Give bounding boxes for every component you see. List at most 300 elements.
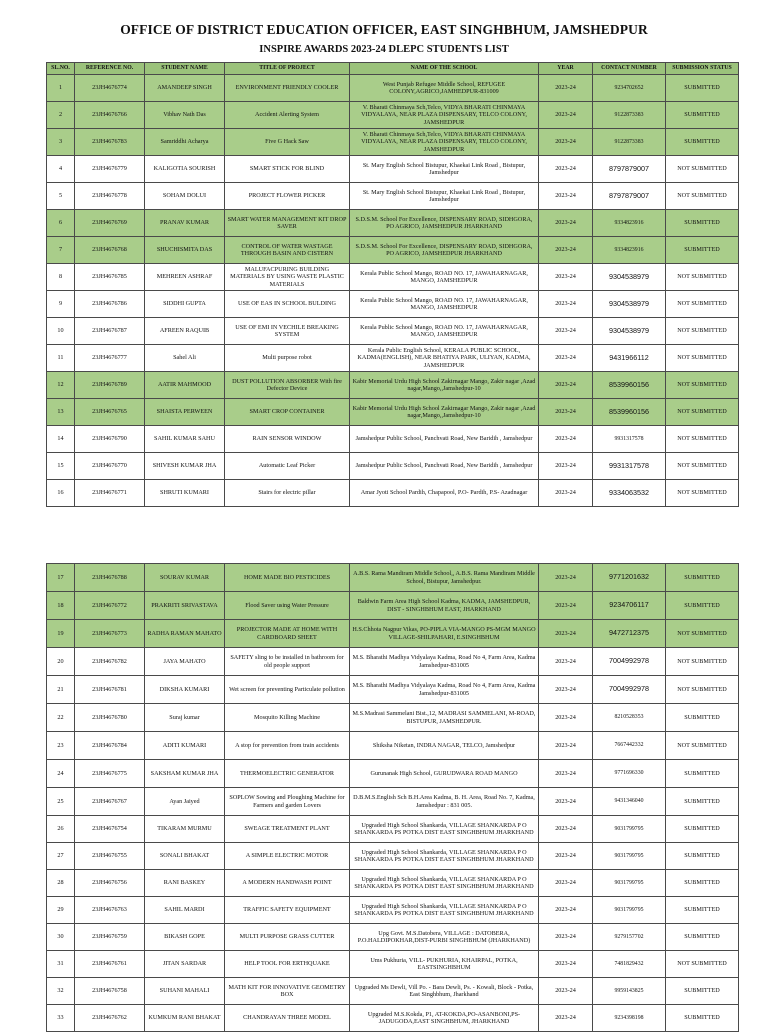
table-row xyxy=(47,620,739,648)
project-title-cell: USE OF EAS IN SCHOOL BULDING xyxy=(225,291,350,318)
project-title-cell: SMART STICK FOR BLIND xyxy=(225,156,350,183)
reference-no-cell: 23JH4676787 xyxy=(75,318,145,345)
sl-no-cell: 23 xyxy=(47,732,75,760)
year-cell: 2023-24 xyxy=(539,75,593,102)
school-name-cell: Amar Jyoti School Pardih, Chapapool, P.O- Pardih, P.S- Azadnagar xyxy=(350,480,539,507)
sl-no-cell: 9 xyxy=(47,291,75,318)
project-title-cell: CONTROL OF WATER WASTAGE THROUGH BASIN AND CISTERN xyxy=(225,237,350,264)
contact-number-cell: 8539960156 xyxy=(593,399,666,426)
student-name-cell: SAHIL KUMAR SAHU xyxy=(145,426,225,453)
student-name-cell: JITAN SARDAR xyxy=(145,951,225,978)
year-cell: 2023-24 xyxy=(539,816,593,843)
school-name-cell: M.S. Bharathi Madhya Vidyalaya Kadma, Road No 4, Farm Area, Kadma Jamshedpur-831005 xyxy=(350,676,539,704)
submission-status-cell: SUBMITTED xyxy=(666,897,739,924)
year-cell: 2023-24 xyxy=(539,102,593,129)
submission-status-cell: SUBMITTED xyxy=(666,210,739,237)
submission-status-cell: NOT SUBMITTED xyxy=(666,426,739,453)
sl-no-cell: 26 xyxy=(47,816,75,843)
student-name-cell: Sahel Ali xyxy=(145,345,225,372)
year-cell: 2023-24 xyxy=(539,264,593,291)
table-row xyxy=(47,291,739,318)
project-title-cell: ENVIRONMENT FRIENDLY COOLER xyxy=(225,75,350,102)
contact-number-cell: 8797879007 xyxy=(593,156,666,183)
school-name-cell: M.S. Bharathi Madhya Vidyalaya Kadma, Road No 4, Farm Area, Kadma Jamshedpur-831005 xyxy=(350,648,539,676)
reference-no-cell: 23JH4676763 xyxy=(75,897,145,924)
year-cell: 2023-24 xyxy=(539,480,593,507)
project-title-cell: MATH KIT FOR INNOVATIVE GEOMETRY BOX xyxy=(225,978,350,1005)
school-name-cell: H.S.Chhota Nagpur Vikas, PO-PIPLA VIA-MANGO PS-MGM MANGO VILLAGE-SHILPAHARI, E.SINGHBHUM xyxy=(350,620,539,648)
student-name-cell: PRAKRITI SRIVASTAVA xyxy=(145,592,225,620)
student-name-cell: Suraj kumar xyxy=(145,704,225,732)
sl-no-cell: 15 xyxy=(47,453,75,480)
sl-no-cell: 21 xyxy=(47,676,75,704)
sl-no-cell: 25 xyxy=(47,788,75,816)
project-title-cell: Wet screen for preventing Particulate pollution xyxy=(225,676,350,704)
student-name-cell: SONALI BHAKAT xyxy=(145,843,225,870)
project-title-cell: Multi purpose robot xyxy=(225,345,350,372)
school-name-cell: Jamshedpur Public School, Panchvati Road, New Baridih , Jamshedpur xyxy=(350,426,539,453)
year-cell: 2023-24 xyxy=(539,291,593,318)
project-title-cell: DUST POLLUTION ABSORBER With fire Defector Device xyxy=(225,372,350,399)
contact-number-cell: 9234706117 xyxy=(593,592,666,620)
contact-number-cell: 9304538979 xyxy=(593,291,666,318)
reference-no-cell: 23JH4676767 xyxy=(75,788,145,816)
contact-number-cell: 9771201632 xyxy=(593,564,666,592)
sl-no-cell: 5 xyxy=(47,183,75,210)
reference-no-cell: 23JH4676754 xyxy=(75,816,145,843)
reference-no-cell: 23JH4676773 xyxy=(75,620,145,648)
sl-no-cell: 7 xyxy=(47,237,75,264)
contact-number-cell: 9031799795 xyxy=(593,843,666,870)
contact-number-cell: 9031799795 xyxy=(593,897,666,924)
student-name-cell: SOHAM DOLUI xyxy=(145,183,225,210)
table-row xyxy=(47,345,739,372)
column-header: STUDENT NAME xyxy=(145,63,225,75)
sl-no-cell: 11 xyxy=(47,345,75,372)
column-header: SL.NO. xyxy=(47,63,75,75)
project-title-cell: THERMOELECTRIC GENERATOR xyxy=(225,760,350,788)
submission-status-cell: SUBMITTED xyxy=(666,75,739,102)
reference-no-cell: 23JH4676783 xyxy=(75,129,145,156)
school-name-cell: V. Bharati Chinmaya Sch,Telco, VIDYA BHARATI CHINMAYA VIDYALAYA, NEAR PLAZA DISPENSARY, TELCO COLONY, JAMSHEDPUR xyxy=(350,129,539,156)
sl-no-cell: 13 xyxy=(47,399,75,426)
contact-number-cell: 9472712375 xyxy=(593,620,666,648)
reference-no-cell: 23JH4676790 xyxy=(75,426,145,453)
table-row xyxy=(47,453,739,480)
year-cell: 2023-24 xyxy=(539,453,593,480)
sl-no-cell: 33 xyxy=(47,1005,75,1032)
submission-status-cell: NOT SUBMITTED xyxy=(666,372,739,399)
reference-no-cell: 23JH4676755 xyxy=(75,843,145,870)
school-name-cell: Upgraded Ms Dewli, Vill Po. - Bara Dewli, Ps. - Kowali, Block - Potka, East Singhbhum, Jharkhand xyxy=(350,978,539,1005)
project-title-cell: PROJECT FLOWER PICKER xyxy=(225,183,350,210)
reference-no-cell: 23JH4676775 xyxy=(75,760,145,788)
year-cell: 2023-24 xyxy=(539,426,593,453)
column-header: SUBMISSION STATUS xyxy=(666,63,739,75)
submission-status-cell: NOT SUBMITTED xyxy=(666,648,739,676)
school-name-cell: Upgraded M.S.Kokda, P1, AT-KOKDA,PO-ASANBONI,PS-JADUGODA,EAST SINGHBHUM, JHARKHAND xyxy=(350,1005,539,1032)
table-row xyxy=(47,924,739,951)
submission-status-cell: NOT SUBMITTED xyxy=(666,264,739,291)
school-name-cell: S.D.S.M. School For Excellence, DISPENSARY ROAD, SIDHGORA, PO AGRICO, JAMSHEDPUR JHARKHAND xyxy=(350,210,539,237)
school-name-cell: Upg Govt. M.S.Datobera, VILLAGE : DATOBERA, P.O.HALDIPOKHAR,DIST-PURBI SINGHBHUM (JHARKHAND) xyxy=(350,924,539,951)
reference-no-cell: 23JH4676765 xyxy=(75,399,145,426)
year-cell: 2023-24 xyxy=(539,318,593,345)
submission-status-cell: NOT SUBMITTED xyxy=(666,732,739,760)
project-title-cell: HELP TOOL FOR ERTHQUAKE xyxy=(225,951,350,978)
column-header: YEAR xyxy=(539,63,593,75)
contact-number-cell: 9771696330 xyxy=(593,760,666,788)
sl-no-cell: 24 xyxy=(47,760,75,788)
table-row xyxy=(47,156,739,183)
table-row xyxy=(47,951,739,978)
project-title-cell: RAIN SENSOR WINDOW xyxy=(225,426,350,453)
school-name-cell: St. Mary English School Bistupur, Khaekai Link Road , Bistupur, Jamshedpur xyxy=(350,183,539,210)
reference-no-cell: 23JH4676788 xyxy=(75,564,145,592)
year-cell: 2023-24 xyxy=(539,704,593,732)
reference-no-cell: 23JH4676769 xyxy=(75,210,145,237)
student-name-cell: JAYA MAHATO xyxy=(145,648,225,676)
contact-number-cell: 7004992978 xyxy=(593,676,666,704)
table-row xyxy=(47,399,739,426)
year-cell: 2023-24 xyxy=(539,732,593,760)
contact-number-cell: 7481829432 xyxy=(593,951,666,978)
year-cell: 2023-24 xyxy=(539,676,593,704)
school-name-cell: Kabir Memorial Urdu High School Zakirnagar Mango, Zakir nagar ,Azad nagar,Mango,,Jamshedpur-10 xyxy=(350,399,539,426)
project-title-cell: Stairs for electric pillar xyxy=(225,480,350,507)
table-row xyxy=(47,816,739,843)
submission-status-cell: SUBMITTED xyxy=(666,788,739,816)
table-row xyxy=(47,372,739,399)
year-cell: 2023-24 xyxy=(539,129,593,156)
year-cell: 2023-24 xyxy=(539,210,593,237)
sl-no-cell: 12 xyxy=(47,372,75,399)
sl-no-cell: 18 xyxy=(47,592,75,620)
student-name-cell: SUHANI MAHALI xyxy=(145,978,225,1005)
contact-number-cell: 9931317578 xyxy=(593,426,666,453)
contact-number-cell: 9431966112 xyxy=(593,345,666,372)
submission-status-cell: SUBMITTED xyxy=(666,592,739,620)
contact-number-cell: 9234398198 xyxy=(593,1005,666,1032)
year-cell: 2023-24 xyxy=(539,897,593,924)
contact-number-cell: 9334823916 xyxy=(593,210,666,237)
column-header: TITLE OF PROJECT xyxy=(225,63,350,75)
project-title-cell: Mosquito Killing Machine xyxy=(225,704,350,732)
contact-number-cell: 9334063532 xyxy=(593,480,666,507)
contact-number-cell: 9279157702 xyxy=(593,924,666,951)
reference-no-cell: 23JH4676782 xyxy=(75,648,145,676)
sl-no-cell: 8 xyxy=(47,264,75,291)
school-name-cell: Jamshedpur Public School, Panchvati Road, New Baridih , Jamshedpur xyxy=(350,453,539,480)
reference-no-cell: 23JH4676789 xyxy=(75,372,145,399)
project-title-cell: HOME MADE BIO PESTICIDES xyxy=(225,564,350,592)
school-name-cell: M.S.Madrasi Sammelani Bist.,12, MADRASI SAMMELANI, M-ROAD, BISTUPUR, JAMSHEDPUR. xyxy=(350,704,539,732)
table-row xyxy=(47,760,739,788)
school-name-cell: Upgraded High School Shankarda, VILLAGE SHANKARDA P O SHANKARDA PS POTKA DIST EAST SINGHBHUM JHARKHAND xyxy=(350,897,539,924)
project-title-cell: SMART WATER MANAGEMENT KIT DROP SAVER xyxy=(225,210,350,237)
reference-no-cell: 23JH4676780 xyxy=(75,704,145,732)
year-cell: 2023-24 xyxy=(539,978,593,1005)
reference-no-cell: 23JH4676779 xyxy=(75,156,145,183)
student-name-cell: SIDDHI GUPTA xyxy=(145,291,225,318)
column-header: REFERENCE NO. xyxy=(75,63,145,75)
table-row xyxy=(47,183,739,210)
column-header: CONTACT NUMBER xyxy=(593,63,666,75)
student-name-cell: MEHREEN ASHRAF xyxy=(145,264,225,291)
sl-no-cell: 27 xyxy=(47,843,75,870)
table-row xyxy=(47,129,739,156)
student-name-cell: TIKARAM MURMU xyxy=(145,816,225,843)
sl-no-cell: 2 xyxy=(47,102,75,129)
school-name-cell: Kerala Public English School, KERALA PUBLIC SCHOOL, KADMA(ENGLISH), NEAR BHATIYA PARK, ULIYAN, KADMA, JAMSHEDPUR xyxy=(350,345,539,372)
table-row xyxy=(47,102,739,129)
project-title-cell: USE OF EMI IN VECHILE BREAKING SYSTEM xyxy=(225,318,350,345)
reference-no-cell: 23JH4676756 xyxy=(75,870,145,897)
student-name-cell: Samriddhi Acharya xyxy=(145,129,225,156)
school-name-cell: V. Bharati Chinmaya Sch,Telco, VIDYA BHARATI CHINMAYA VIDYALAYA, NEAR PLAZA DISPENSARY, TELCO COLONY, JAMSHEDPUR xyxy=(350,102,539,129)
sl-no-cell: 31 xyxy=(47,951,75,978)
reference-no-cell: 23JH4676785 xyxy=(75,264,145,291)
submission-status-cell: SUBMITTED xyxy=(666,129,739,156)
year-cell: 2023-24 xyxy=(539,951,593,978)
submission-status-cell: NOT SUBMITTED xyxy=(666,345,739,372)
year-cell: 2023-24 xyxy=(539,1005,593,1032)
project-title-cell: SAFETY sling to be installed in bathroom for old people support xyxy=(225,648,350,676)
sl-no-cell: 17 xyxy=(47,564,75,592)
year-cell: 2023-24 xyxy=(539,399,593,426)
contact-number-cell: 7667442332 xyxy=(593,732,666,760)
submission-status-cell: NOT SUBMITTED xyxy=(666,951,739,978)
project-title-cell: A MODERN HANDWASH POINT xyxy=(225,870,350,897)
table-row xyxy=(47,75,739,102)
page-subtitle: INSPIRE AWARDS 2023-24 DLEPC STUDENTS LIST xyxy=(259,44,509,55)
student-name-cell: PRANAV KUMAR xyxy=(145,210,225,237)
submission-status-cell: NOT SUBMITTED xyxy=(666,620,739,648)
table-row xyxy=(47,426,739,453)
table-row xyxy=(47,264,739,291)
project-title-cell: SOPLOW Sowing and Ploughing Machine for Farmers and garden Lovers xyxy=(225,788,350,816)
school-name-cell: Shiksha Niketan, INDRA NAGAR, TELCO, Jamshedpur xyxy=(350,732,539,760)
school-name-cell: D.B.M.S.English Sch B.H.Area Kadma, B. H. Area, Road No. 7, Kadma, Jamshedpur : 831 005. xyxy=(350,788,539,816)
contact-number-cell: 9334823916 xyxy=(593,237,666,264)
school-name-cell: Upgraded High School Shankarda, VILLAGE SHANKARDA P O SHANKARDA PS POTKA DIST EAST SINGHBHUM JHARKHAND xyxy=(350,843,539,870)
reference-no-cell: 23JH4676758 xyxy=(75,978,145,1005)
table-row xyxy=(47,732,739,760)
student-name-cell: SHAISTA PERWEEN xyxy=(145,399,225,426)
submission-status-cell: SUBMITTED xyxy=(666,924,739,951)
school-name-cell: Upgraded High School Shankarda, VILLAGE SHANKARDA P O SHANKARDA PS POTKA DIST EAST SINGHBHUM JHARKHAND xyxy=(350,870,539,897)
reference-no-cell: 23JH4676762 xyxy=(75,1005,145,1032)
student-name-cell: AFREEN RAQUIB xyxy=(145,318,225,345)
sl-no-cell: 29 xyxy=(47,897,75,924)
project-title-cell: A SIMPLE ELECTRIC MOTOR xyxy=(225,843,350,870)
reference-no-cell: 23JH4676777 xyxy=(75,345,145,372)
contact-number-cell: 9931317578 xyxy=(593,453,666,480)
year-cell: 2023-24 xyxy=(539,760,593,788)
sl-no-cell: 4 xyxy=(47,156,75,183)
reference-no-cell: 23JH4676761 xyxy=(75,951,145,978)
year-cell: 2023-24 xyxy=(539,648,593,676)
contact-number-cell: 9122873383 xyxy=(593,102,666,129)
table-row xyxy=(47,237,739,264)
submission-status-cell: SUBMITTED xyxy=(666,1005,739,1032)
school-name-cell: Kerala Public School Mango, ROAD NO. 17, JAWAHARNAGAR, MANGO, JAMSHEDPUR xyxy=(350,318,539,345)
student-name-cell: DIKSHA KUMARI xyxy=(145,676,225,704)
table-row xyxy=(47,704,739,732)
reference-no-cell: 23JH4676781 xyxy=(75,676,145,704)
student-name-cell: SHRUTI KUMARI xyxy=(145,480,225,507)
reference-no-cell: 23JH4676768 xyxy=(75,237,145,264)
year-cell: 2023-24 xyxy=(539,237,593,264)
reference-no-cell: 23JH4676772 xyxy=(75,592,145,620)
project-title-cell: SWEAGE TREATMENT PLANT xyxy=(225,816,350,843)
sl-no-cell: 19 xyxy=(47,620,75,648)
school-name-cell: Ums Pukhuria, VILL- PUKHURIA, KHAIRPAL, POTKA, EASTSINGHBHUM xyxy=(350,951,539,978)
year-cell: 2023-24 xyxy=(539,592,593,620)
project-title-cell: SMART CROP CONTAINER xyxy=(225,399,350,426)
year-cell: 2023-24 xyxy=(539,870,593,897)
sl-no-cell: 22 xyxy=(47,704,75,732)
student-name-cell: SAHIL MARDI xyxy=(145,897,225,924)
school-name-cell: Upgraded High School Shankarda, VILLAGE SHANKARDA P O SHANKARDA PS POTKA DIST EAST SINGHBHUM JHARKHAND xyxy=(350,816,539,843)
school-name-cell: West Punjab Refugee Middle School, REFUGEE COLONY,AGRICO,JAMHEDPUR-831009 xyxy=(350,75,539,102)
table-header-row xyxy=(47,63,739,75)
sl-no-cell: 3 xyxy=(47,129,75,156)
submission-status-cell: NOT SUBMITTED xyxy=(666,318,739,345)
school-name-cell: Baldwin Farm Area High School Kadma, KADMA, JAMSHEDPUR, DIST - SINGHBHUM EAST, JHARKHAND xyxy=(350,592,539,620)
page-title: OFFICE OF DISTRICT EDUCATION OFFICER, EAST SINGHBHUM, JAMSHEDPUR xyxy=(120,22,648,37)
reference-no-cell: 23JH4676766 xyxy=(75,102,145,129)
reference-no-cell: 23JH4676770 xyxy=(75,453,145,480)
year-cell: 2023-24 xyxy=(539,345,593,372)
student-name-cell: KUMKUM RANI BHAKAT xyxy=(145,1005,225,1032)
student-name-cell: SHUCHISMITA DAS xyxy=(145,237,225,264)
contact-number-cell: 9304538979 xyxy=(593,264,666,291)
project-title-cell: MULTI PURPOSE GRASS CUTTER xyxy=(225,924,350,951)
table-row xyxy=(47,870,739,897)
year-cell: 2023-24 xyxy=(539,843,593,870)
reference-no-cell: 23JH4676774 xyxy=(75,75,145,102)
submission-status-cell: SUBMITTED xyxy=(666,102,739,129)
project-title-cell: A stop for prevention from train accidents xyxy=(225,732,350,760)
project-title-cell: PROJECTOR MADE AT HOME WITH CARDBOARD SHEET xyxy=(225,620,350,648)
student-name-cell: AATIR MAHMOOD xyxy=(145,372,225,399)
submission-status-cell: SUBMITTED xyxy=(666,978,739,1005)
table-row xyxy=(47,843,739,870)
table-row xyxy=(47,1005,739,1032)
year-cell: 2023-24 xyxy=(539,156,593,183)
contact-number-cell: 9304538979 xyxy=(593,318,666,345)
submission-status-cell: NOT SUBMITTED xyxy=(666,453,739,480)
year-cell: 2023-24 xyxy=(539,924,593,951)
student-name-cell: SAKSHAM KUMAR JHA xyxy=(145,760,225,788)
year-cell: 2023-24 xyxy=(539,788,593,816)
sl-no-cell: 14 xyxy=(47,426,75,453)
table-row xyxy=(47,564,739,592)
year-cell: 2023-24 xyxy=(539,183,593,210)
student-name-cell: AMANDEEP SINGH xyxy=(145,75,225,102)
project-title-cell: MALUFACPURING BUILDING MATERIALS BY USING WASTE PLASTIC MATERIALS xyxy=(225,264,350,291)
student-name-cell: ADITI KUMARI xyxy=(145,732,225,760)
sl-no-cell: 20 xyxy=(47,648,75,676)
submission-status-cell: SUBMITTED xyxy=(666,816,739,843)
student-name-cell: SOURAV KUMAR xyxy=(145,564,225,592)
project-title-cell: CHANDRAYAN THREE MODEL xyxy=(225,1005,350,1032)
sl-no-cell: 1 xyxy=(47,75,75,102)
sl-no-cell: 16 xyxy=(47,480,75,507)
contact-number-cell: 9031799795 xyxy=(593,870,666,897)
sl-no-cell: 28 xyxy=(47,870,75,897)
project-title-cell: Five G Hack Saw xyxy=(225,129,350,156)
students-table-page-2 xyxy=(46,563,739,1032)
project-title-cell: Accident Alerting System xyxy=(225,102,350,129)
table-row xyxy=(47,210,739,237)
year-cell: 2023-24 xyxy=(539,564,593,592)
year-cell: 2023-24 xyxy=(539,620,593,648)
contact-number-cell: 9031799795 xyxy=(593,816,666,843)
table-row xyxy=(47,648,739,676)
school-name-cell: Kabir Memorial Urdu High School Zakirnagar Mango, Zakir nagar ,Azad nagar,Mango,,Jamshedpur-10 xyxy=(350,372,539,399)
sl-no-cell: 10 xyxy=(47,318,75,345)
submission-status-cell: SUBMITTED xyxy=(666,843,739,870)
table-row xyxy=(47,480,739,507)
student-name-cell: RANI BASKEY xyxy=(145,870,225,897)
contact-number-cell: 9431346040 xyxy=(593,788,666,816)
contact-number-cell: 8210528353 xyxy=(593,704,666,732)
school-name-cell: A.B.S. Rama Mandiram Middle School,, A.B.S. Rama Mandiram Middle School, Bistupur, Jamshedpur. xyxy=(350,564,539,592)
student-name-cell: RADHA RAMAN MAHATO xyxy=(145,620,225,648)
submission-status-cell: NOT SUBMITTED xyxy=(666,291,739,318)
table-row xyxy=(47,978,739,1005)
sl-no-cell: 32 xyxy=(47,978,75,1005)
contact-number-cell: 8797879007 xyxy=(593,183,666,210)
student-name-cell: Vibhav Nath Das xyxy=(145,102,225,129)
contact-number-cell: 9234702652 xyxy=(593,75,666,102)
reference-no-cell: 23JH4676784 xyxy=(75,732,145,760)
student-name-cell: KALIGOTIA SOURISH xyxy=(145,156,225,183)
school-name-cell: Kerala Public School Mango, ROAD NO. 17, JAWAHARNAGAR, MANGO, JAMSHEDPUR xyxy=(350,291,539,318)
submission-status-cell: SUBMITTED xyxy=(666,760,739,788)
reference-no-cell: 23JH4676778 xyxy=(75,183,145,210)
submission-status-cell: NOT SUBMITTED xyxy=(666,399,739,426)
submission-status-cell: SUBMITTED xyxy=(666,564,739,592)
submission-status-cell: SUBMITTED xyxy=(666,704,739,732)
contact-number-cell: 9122873383 xyxy=(593,129,666,156)
school-name-cell: Kerala Public School Mango, ROAD NO. 17, JAWAHARNAGAR, MANGO, JAMSHEDPUR xyxy=(350,264,539,291)
column-header: NAME OF THE SCHOOL xyxy=(350,63,539,75)
reference-no-cell: 23JH4676759 xyxy=(75,924,145,951)
contact-number-cell: 9959143825 xyxy=(593,978,666,1005)
school-name-cell: Gurunanak High School, GURUDWARA ROAD MANGO xyxy=(350,760,539,788)
table-row xyxy=(47,788,739,816)
project-title-cell: Flood Saver using Water Pressure xyxy=(225,592,350,620)
submission-status-cell: SUBMITTED xyxy=(666,237,739,264)
reference-no-cell: 23JH4676771 xyxy=(75,480,145,507)
submission-status-cell: NOT SUBMITTED xyxy=(666,156,739,183)
contact-number-cell: 7004992978 xyxy=(593,648,666,676)
student-name-cell: Ayan Jaiyed xyxy=(145,788,225,816)
table-row xyxy=(47,318,739,345)
table-row xyxy=(47,592,739,620)
year-cell: 2023-24 xyxy=(539,372,593,399)
project-title-cell: TRAFFIC SAFETY EQUIPMENT xyxy=(225,897,350,924)
school-name-cell: St. Mary English School Bistupur, Khaekai Link Road , Bistupur, Jamshedpur xyxy=(350,156,539,183)
student-name-cell: BIKASH GOPE xyxy=(145,924,225,951)
table-row xyxy=(47,676,739,704)
table-row xyxy=(47,897,739,924)
reference-no-cell: 23JH4676786 xyxy=(75,291,145,318)
contact-number-cell: 8539960156 xyxy=(593,372,666,399)
